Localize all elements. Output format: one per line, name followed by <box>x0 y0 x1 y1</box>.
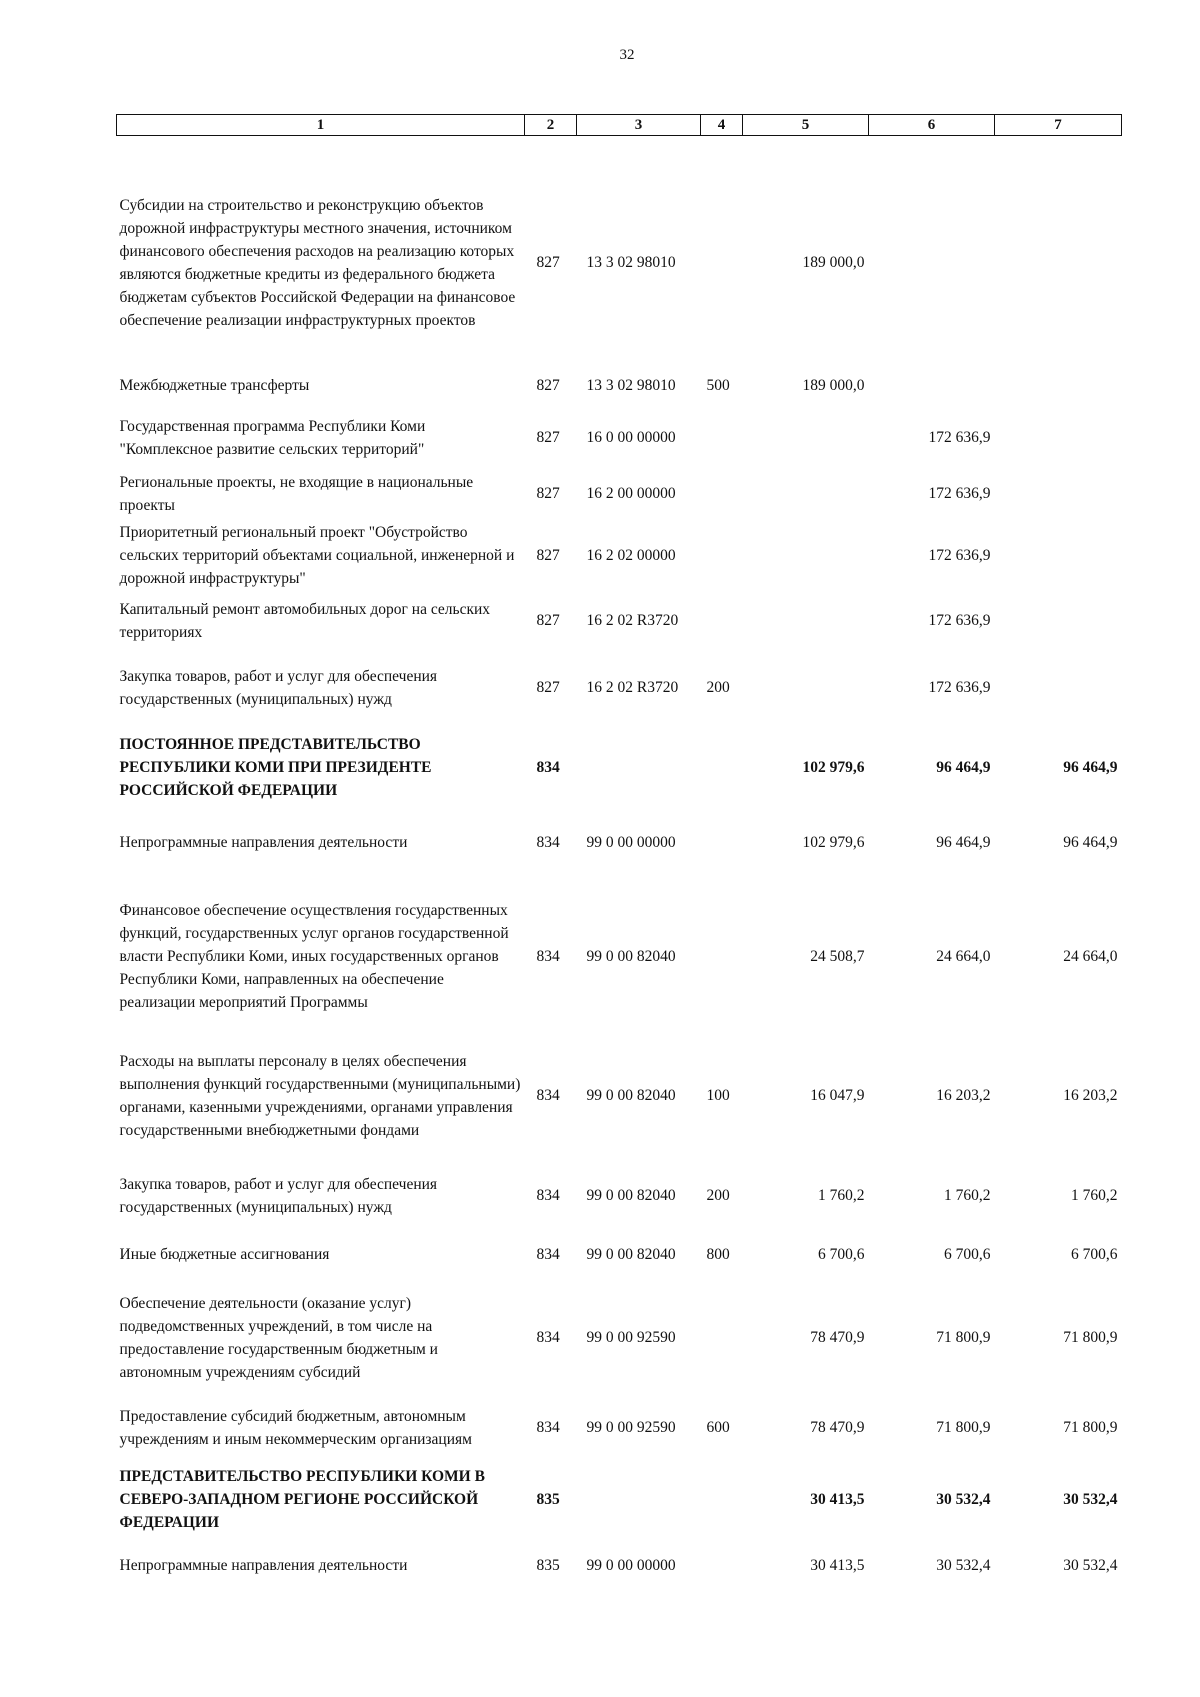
row-amount-6: 172 636,9 <box>928 612 991 629</box>
column-header: 7 <box>995 115 1122 136</box>
row-admin-code: 827 <box>536 429 560 446</box>
row-amount-5: 30 413,5 <box>810 1491 865 1508</box>
row-expense-type: 200 <box>706 679 730 696</box>
row-name: Непрограммные направления деятельности <box>119 1557 408 1574</box>
row-amount-5 <box>743 402 869 464</box>
row-amount-5: 189 000,0 <box>802 377 865 394</box>
column-header: 1 <box>117 115 525 136</box>
row-target-code: 99 0 00 82040 <box>586 1246 676 1263</box>
row-target-code: 99 0 00 82040 <box>586 1187 676 1204</box>
row-amount-7: 96 464,9 <box>1063 759 1118 776</box>
row-expense-type: 200 <box>706 1187 730 1204</box>
table-header-row <box>117 115 1122 136</box>
row-amount-7 <box>995 402 1122 464</box>
row-amount-6: 96 464,9 <box>936 834 991 851</box>
table-row <box>117 592 1122 650</box>
row-amount-7 <box>995 650 1122 716</box>
row-admin-code: 827 <box>536 679 560 696</box>
row-amount-5: 24 508,7 <box>810 948 865 965</box>
table-row <box>117 716 1122 808</box>
row-admin-code: 834 <box>536 1419 560 1436</box>
row-name: Закупка товаров, работ и услуг для обеспечения государственных (муниципальных) нужд <box>119 667 438 708</box>
row-amount-5 <box>743 464 869 520</box>
table-row <box>117 1386 1122 1462</box>
row-amount-6: 96 464,9 <box>936 759 991 776</box>
row-target-code: 13 3 02 98010 <box>586 254 676 272</box>
row-name: ПРЕДСТАВИТЕЛЬСТВО РЕСПУБЛИКИ КОМИ В СЕВЕРО-ЗАПАДНОМ РЕГИОНЕ РОССИЙСКОЙ ФЕДЕРАЦИИ <box>119 1468 485 1531</box>
row-amount-7 <box>995 464 1122 520</box>
row-expense-type <box>701 716 743 808</box>
row-admin-code: 834 <box>536 1187 560 1204</box>
row-admin-code: 827 <box>536 485 560 502</box>
row-amount-7: 6 700,6 <box>1071 1246 1118 1263</box>
row-admin-code: 827 <box>536 254 560 272</box>
row-amount-6: 172 636,9 <box>928 547 991 564</box>
row-target-code <box>577 716 701 808</box>
row-amount-5 <box>743 520 869 592</box>
row-name: Обеспечение деятельности (оказание услуг) подведомственных учреждений, в том числе на предоставление государственным бюджетным и автономным учреждениям субсидий <box>119 1294 438 1381</box>
row-amount-7: 96 464,9 <box>1063 834 1118 851</box>
table-row <box>117 872 1122 1024</box>
table-row <box>117 1280 1122 1386</box>
row-expense-type <box>701 136 743 360</box>
table-row <box>117 520 1122 592</box>
row-target-code: 16 2 02 00000 <box>586 547 676 564</box>
table-row <box>117 402 1122 464</box>
table-row <box>117 1224 1122 1280</box>
row-admin-code: 835 <box>536 1557 560 1574</box>
row-expense-type <box>701 402 743 464</box>
row-admin-code: 834 <box>536 1087 560 1104</box>
row-amount-5: 102 979,6 <box>802 759 865 776</box>
row-amount-6: 172 636,9 <box>928 485 991 502</box>
row-amount-5: 30 413,5 <box>810 1557 865 1574</box>
row-target-code: 99 0 00 00000 <box>586 1557 676 1574</box>
row-expense-type <box>701 1538 743 1588</box>
row-amount-6: 24 664,0 <box>936 948 991 965</box>
table-row <box>117 360 1122 402</box>
table-row <box>117 650 1122 716</box>
row-amount-6: 30 532,4 <box>936 1557 991 1574</box>
row-name: Расходы на выплаты персоналу в целях обеспечения выполнения функций государственными (муниципальными) органами, казенными учреждениями, органами управления государственными внебюджетными фондами <box>119 1052 521 1139</box>
row-amount-6: 172 636,9 <box>928 429 991 446</box>
row-target-code: 16 2 02 R3720 <box>586 612 679 629</box>
row-name: Приоритетный региональный проект "Обустройство сельских территорий объектами социальной, инженерной и дорожной инфраструктуры" <box>119 524 515 587</box>
row-expense-type <box>701 1462 743 1538</box>
row-name: Закупка товаров, работ и услуг для обеспечения государственных (муниципальных) нужд <box>119 1175 438 1216</box>
row-expense-type: 600 <box>706 1419 730 1436</box>
row-amount-6: 30 532,4 <box>936 1491 991 1508</box>
row-target-code: 16 2 02 R3720 <box>586 679 679 696</box>
row-amount-5 <box>743 650 869 716</box>
row-expense-type: 100 <box>706 1087 730 1104</box>
row-amount-7: 24 664,0 <box>1063 948 1118 965</box>
row-name: Межбюджетные трансферты <box>119 377 310 394</box>
row-amount-7 <box>995 592 1122 650</box>
row-admin-code: 834 <box>536 759 560 776</box>
row-amount-7: 71 800,9 <box>1063 1329 1118 1346</box>
row-target-code: 99 0 00 00000 <box>586 834 676 851</box>
column-header: 5 <box>743 115 869 136</box>
row-expense-type: 800 <box>706 1246 730 1263</box>
column-header: 4 <box>701 115 743 136</box>
row-name: Государственная программа Республики Коми "Комплексное развитие сельских территорий" <box>119 417 426 458</box>
row-target-code: 99 0 00 82040 <box>586 948 676 965</box>
column-header: 6 <box>869 115 995 136</box>
row-amount-6 <box>869 136 995 360</box>
row-expense-type <box>701 872 743 1024</box>
row-amount-6 <box>869 360 995 402</box>
row-target-code: 99 0 00 92590 <box>586 1329 676 1346</box>
table-row <box>117 1158 1122 1224</box>
budget-table <box>116 114 1122 1588</box>
row-amount-6: 16 203,2 <box>936 1087 991 1104</box>
row-name: Иные бюджетные ассигнования <box>119 1246 330 1263</box>
table-row <box>117 808 1122 872</box>
row-name: Непрограммные направления деятельности <box>119 834 408 851</box>
row-amount-6: 71 800,9 <box>936 1419 991 1436</box>
row-amount-6: 71 800,9 <box>936 1329 991 1346</box>
table-row <box>117 1462 1122 1538</box>
row-target-code: 99 0 00 82040 <box>586 1087 676 1104</box>
row-expense-type <box>701 464 743 520</box>
row-expense-type <box>701 520 743 592</box>
row-amount-5: 6 700,6 <box>818 1246 865 1263</box>
row-admin-code: 834 <box>536 834 560 851</box>
table-row <box>117 136 1122 360</box>
row-target-code: 16 2 00 00000 <box>586 485 676 502</box>
row-amount-5: 78 470,9 <box>810 1329 865 1346</box>
row-target-code: 16 0 00 00000 <box>586 429 676 446</box>
table-row <box>117 464 1122 520</box>
row-expense-type: 500 <box>706 377 730 394</box>
row-admin-code: 827 <box>536 377 560 394</box>
row-target-code: 13 3 02 98010 <box>586 377 676 394</box>
column-header: 2 <box>525 115 577 136</box>
row-target-code <box>577 1462 701 1538</box>
row-amount-7 <box>995 360 1122 402</box>
row-admin-code: 834 <box>536 1329 560 1346</box>
row-name: ПОСТОЯННОЕ ПРЕДСТАВИТЕЛЬСТВО РЕСПУБЛИКИ КОМИ ПРИ ПРЕЗИДЕНТЕ РОССИЙСКОЙ ФЕДЕРАЦИИ <box>119 736 432 799</box>
row-name: Региональные проекты, не входящие в национальные проекты <box>119 473 474 514</box>
row-admin-code: 834 <box>536 1246 560 1263</box>
table-row <box>117 1024 1122 1158</box>
row-name: Субсидии на строительство и реконструкцию объектов дорожной инфраструктуры местного значения, источником финансового обеспечения расходов на реализацию которых являются бюджетные кредиты из федерального бюджета бюджетам субъектов Российской Федерации на финансовое обеспечение реализации инфраструктурных проектов <box>119 196 516 329</box>
row-amount-7: 30 532,4 <box>1063 1557 1118 1574</box>
row-name: Финансовое обеспечение осуществления государственных функций, государственных услуг органов государственной власти Республики Коми, иных государственных органов Республики Коми, направленных на обеспечение реализации мероприятий Программы <box>119 902 509 1011</box>
row-amount-6: 172 636,9 <box>928 679 991 696</box>
row-amount-5: 189 000,0 <box>802 254 865 272</box>
row-amount-7: 30 532,4 <box>1063 1491 1118 1508</box>
row-admin-code: 827 <box>536 547 560 564</box>
row-amount-6: 1 760,2 <box>944 1187 991 1204</box>
row-amount-5: 78 470,9 <box>810 1419 865 1436</box>
row-amount-5 <box>743 592 869 650</box>
row-admin-code: 834 <box>536 948 560 965</box>
column-header: 3 <box>577 115 701 136</box>
row-expense-type <box>701 1280 743 1386</box>
row-amount-5: 1 760,2 <box>818 1187 865 1204</box>
row-amount-6: 6 700,6 <box>944 1246 991 1263</box>
row-expense-type <box>701 808 743 872</box>
row-admin-code: 827 <box>536 612 560 629</box>
page-number: 32 <box>619 47 635 63</box>
row-name: Капитальный ремонт автомобильных дорог на сельских территориях <box>119 600 491 641</box>
row-admin-code: 835 <box>536 1491 560 1508</box>
row-amount-7 <box>995 136 1122 360</box>
row-name: Предоставление субсидий бюджетным, автономным учреждениям и иным некоммерческим организациям <box>119 1407 472 1448</box>
table-row <box>117 1538 1122 1588</box>
row-amount-7: 1 760,2 <box>1071 1187 1118 1204</box>
row-expense-type <box>701 592 743 650</box>
row-amount-5: 16 047,9 <box>810 1087 865 1104</box>
row-amount-7 <box>995 520 1122 592</box>
row-amount-7: 16 203,2 <box>1063 1087 1118 1104</box>
row-amount-5: 102 979,6 <box>802 834 865 851</box>
row-target-code: 99 0 00 92590 <box>586 1419 676 1436</box>
row-amount-7: 71 800,9 <box>1063 1419 1118 1436</box>
